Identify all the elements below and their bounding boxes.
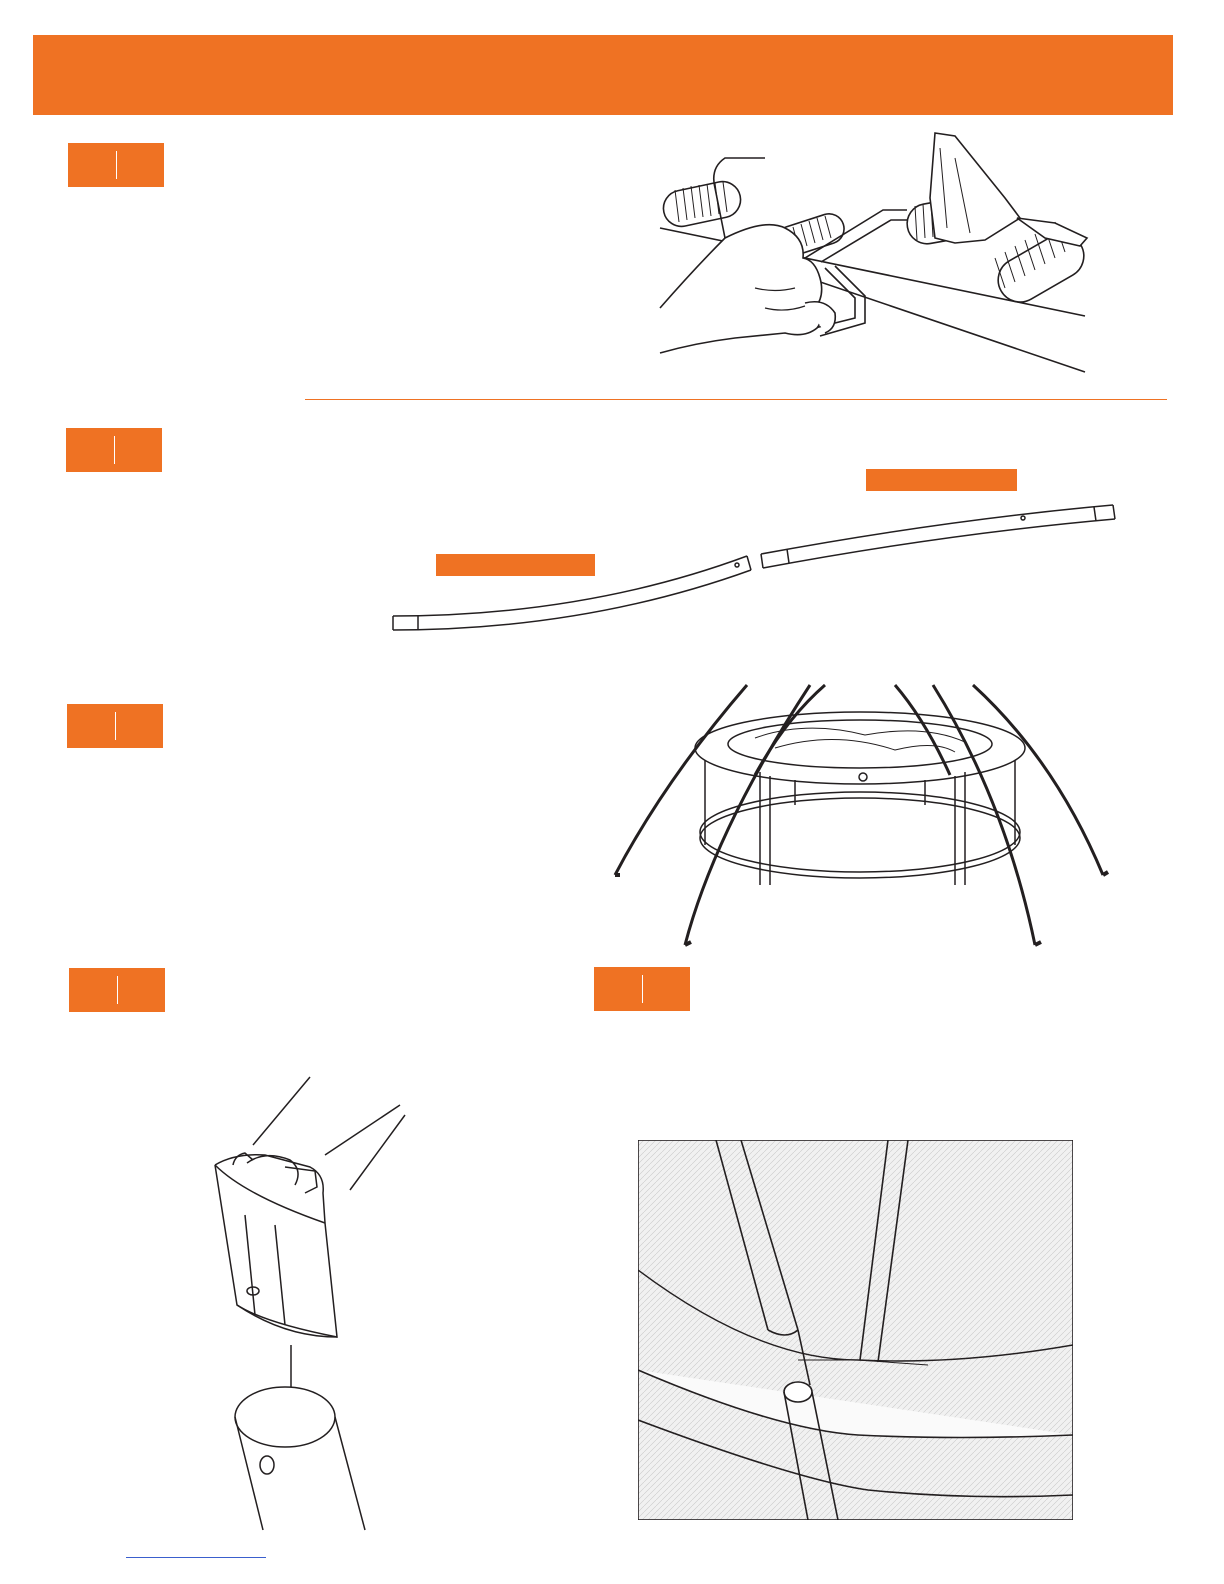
step-badge-3 — [67, 704, 163, 748]
badge-separator — [115, 712, 116, 740]
lower-pole-icon — [393, 556, 751, 630]
page-title — [33, 35, 1173, 79]
badge-separator — [114, 436, 115, 464]
step-badge-1 — [68, 143, 164, 187]
spring-puller-illustration — [655, 128, 1095, 380]
pole-sleeve-illustration — [638, 1140, 1073, 1520]
header-bar — [33, 35, 1173, 115]
trampoline-frame-poles-illustration — [605, 680, 1115, 952]
badge-separator — [642, 975, 643, 1003]
spring-icon — [660, 178, 744, 229]
pole-cap-insert-illustration — [205, 1075, 415, 1535]
section-divider — [305, 399, 1167, 400]
badge-separator — [117, 976, 118, 1004]
upper-pole-icon — [761, 505, 1115, 568]
badge-separator — [116, 151, 117, 179]
enclosure-pole-pieces-illustration — [385, 498, 1120, 638]
step-badge-5 — [594, 967, 690, 1011]
footer-link[interactable] — [126, 1557, 266, 1558]
step-badge-4 — [69, 968, 165, 1012]
upper-pole-label — [866, 469, 1017, 491]
step-badge-2 — [66, 428, 162, 472]
